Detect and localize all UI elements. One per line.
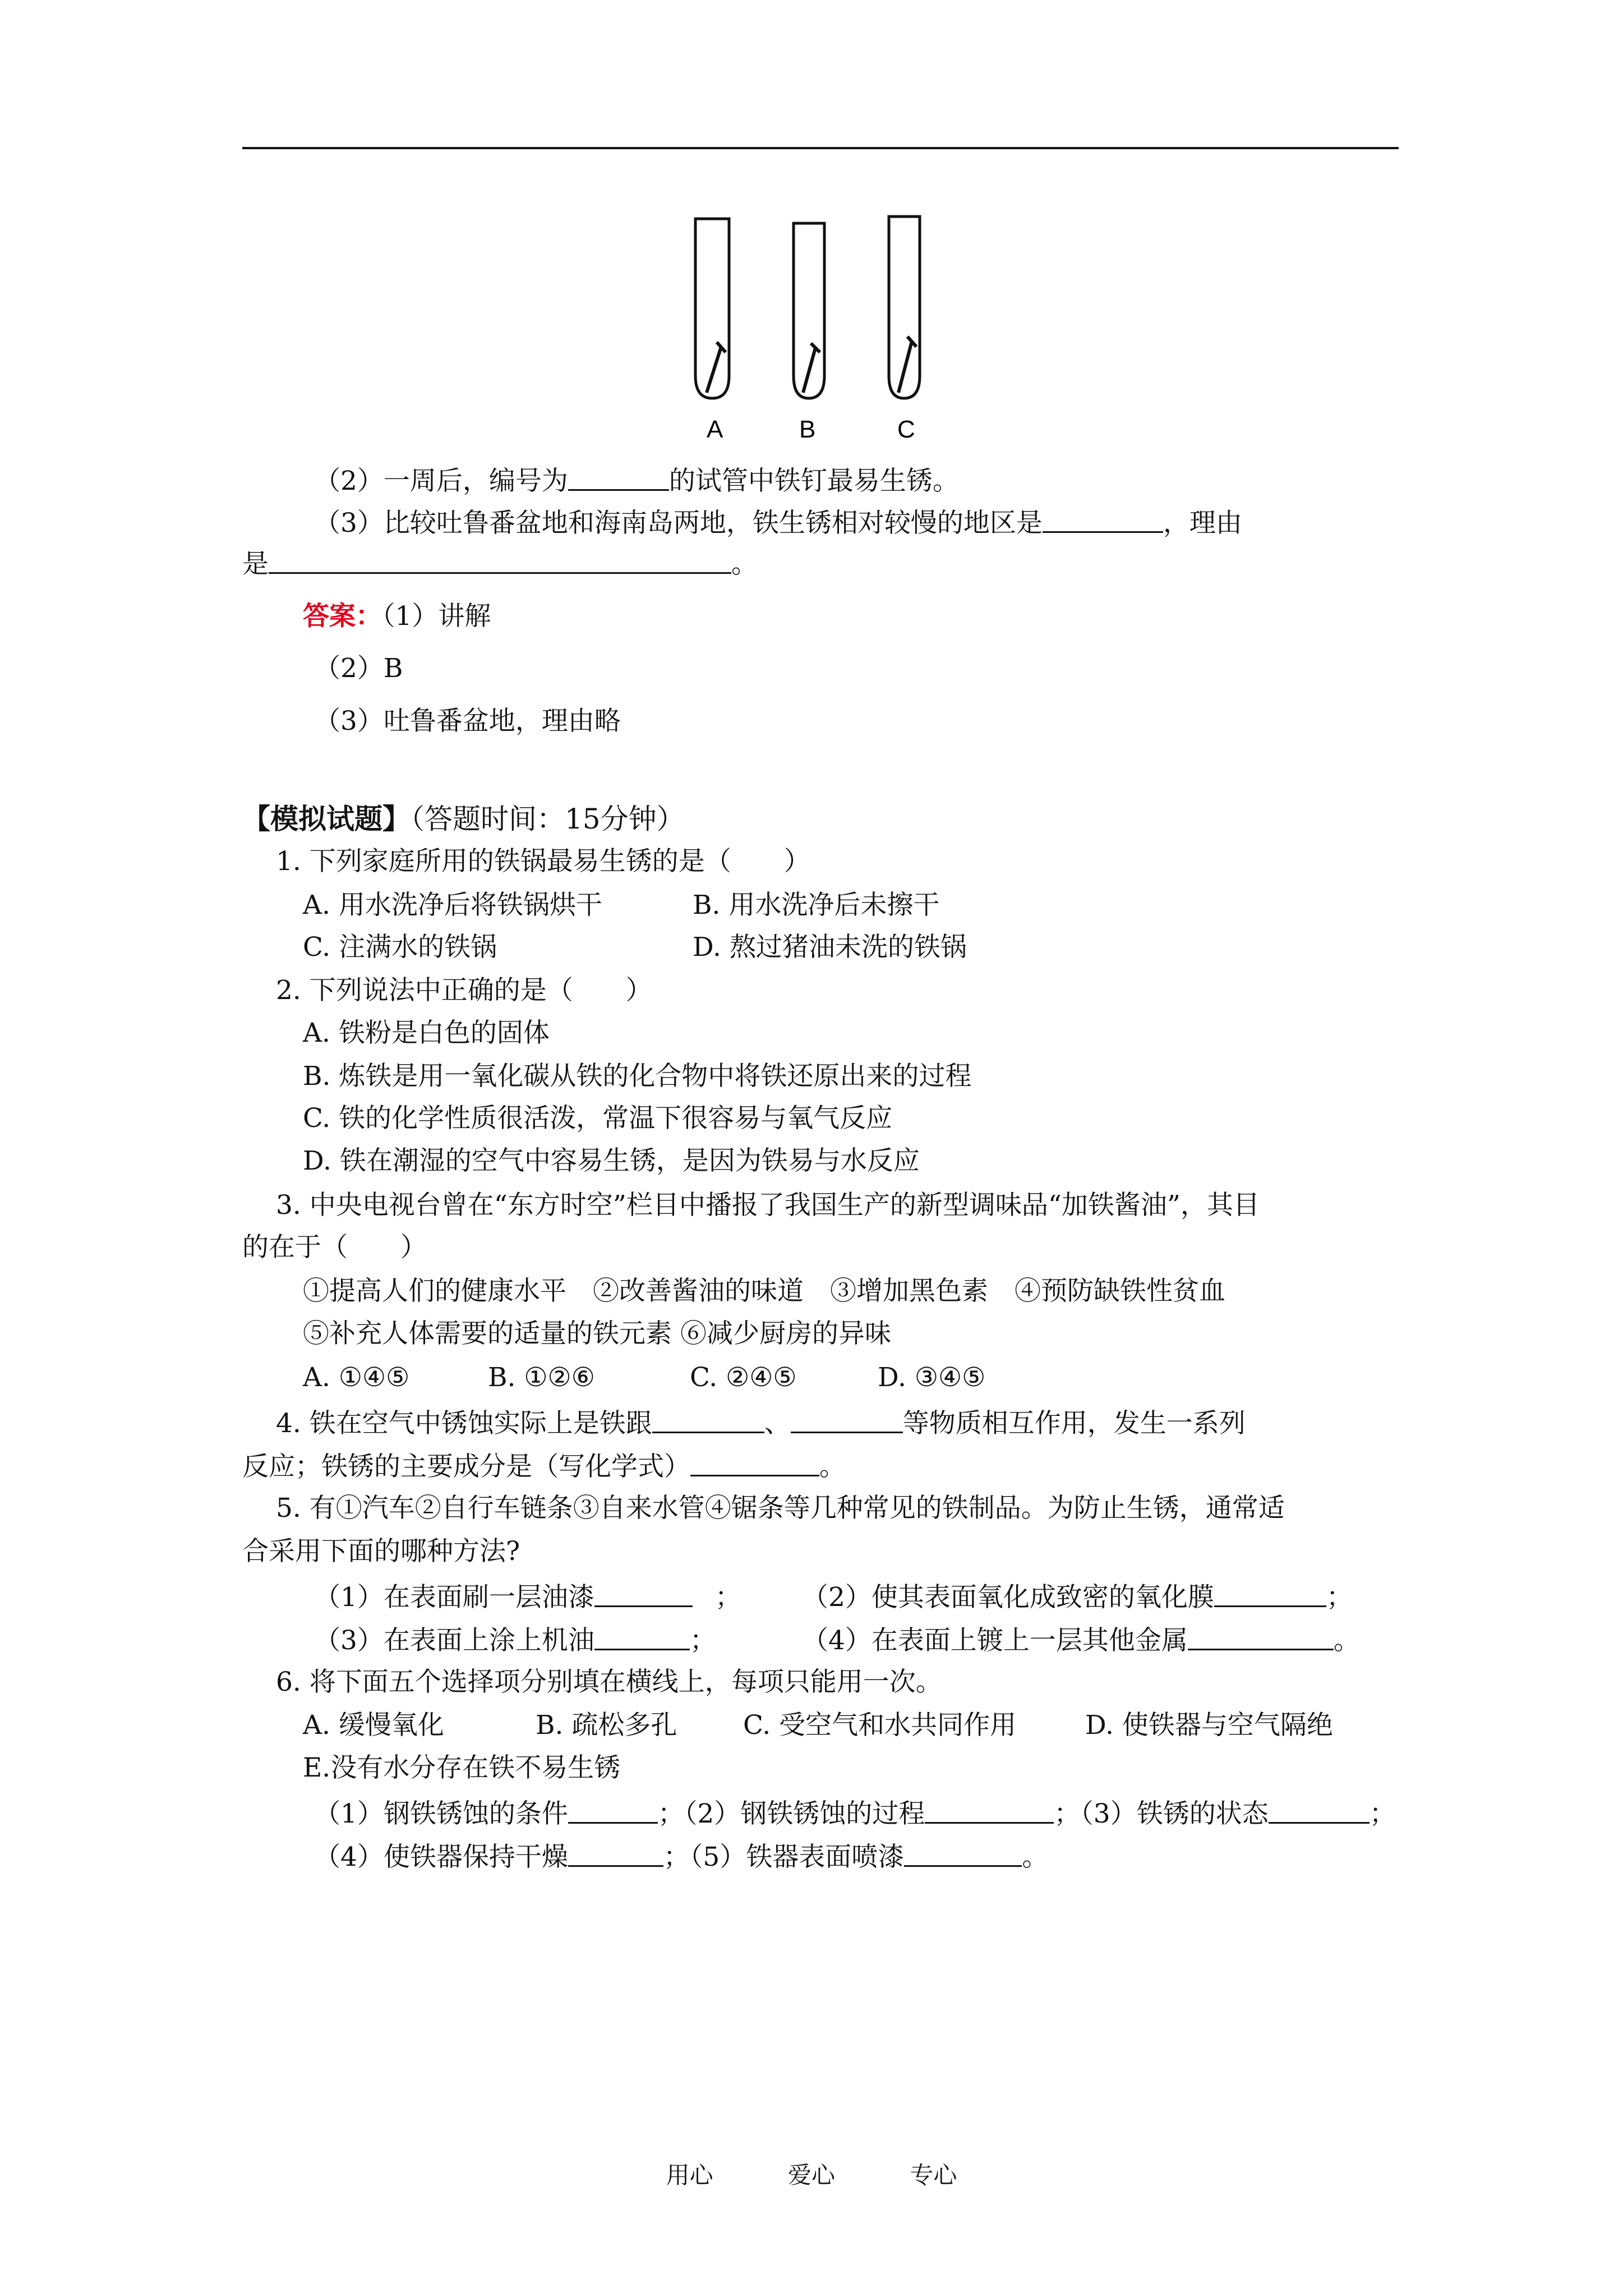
answer-blank[interactable] — [568, 1842, 663, 1867]
q3-stem-1: 3. 中央电视台曾在“东方时空”栏目中播报了我国生产的新型调味品“加铁酱油”，其目 — [276, 1190, 1260, 1221]
q6-fill-line-2: （4）使铁器保持干燥 ；（5）铁器表面喷漆 。 — [314, 1841, 1049, 1872]
prev-q3-line-1: （3）比较吐鲁番盆地和海南岛两地，铁生锈相对较慢的地区是 ，理由 — [314, 507, 1242, 539]
q1-option-b[interactable]: B. 用水洗净后未擦干 — [693, 890, 940, 921]
q5-option-3: （3）在表面上涂上机油 ； — [314, 1625, 716, 1656]
answer-blank[interactable] — [690, 1451, 819, 1476]
answer-blank[interactable] — [269, 549, 731, 574]
q1-stem: 1. 下列家庭所用的铁锅最易生锈的是（ ） — [276, 846, 810, 877]
q5-stem-2: 合采用下面的哪种方法? — [242, 1536, 520, 1567]
q2-option-d[interactable]: D. 铁在潮湿的空气中容易生锈，是因为铁易与水反应 — [303, 1145, 920, 1176]
q2-option-c[interactable]: C. 铁的化学性质很活泼，常温下很容易与氧气反应 — [303, 1103, 893, 1134]
q3-items-1: ①提高人们的健康水平 ②改善酱油的味道 ③增加黑色素 ④预防缺铁性贫血 — [303, 1276, 1225, 1306]
answer-line-3: （3）吐鲁番盆地，理由略 — [314, 706, 621, 737]
prev-q2-line: （2）一周后，编号为 的试管中铁钉最易生锈。 — [314, 465, 959, 496]
q3-option-d[interactable]: D. ③④⑤ — [878, 1362, 986, 1393]
q1-option-d[interactable]: D. 熬过猪油未洗的铁锅 — [693, 932, 967, 963]
answer-line-1: 答案：（1）讲解 — [303, 601, 491, 632]
q3-option-c[interactable]: C. ②④⑤ — [690, 1362, 797, 1393]
q1-option-a[interactable]: A. 用水洗净后将铁锅烘干 — [303, 890, 602, 921]
answer-blank[interactable] — [594, 1582, 693, 1607]
answer-blank[interactable] — [925, 1798, 1054, 1824]
figure-label-b: B — [799, 416, 816, 443]
footer-text-2: 爱心 — [787, 2161, 835, 2189]
q3-option-a[interactable]: A. ①④⑤ — [303, 1362, 410, 1393]
answer-blank[interactable] — [904, 1842, 1022, 1867]
header-rule — [242, 147, 1399, 149]
q3-items-2: ⑤补充人体需要的适量的铁元素 ⑥减少厨房的异味 — [303, 1318, 891, 1349]
q4-line-2: 反应；铁锈的主要成分是（写化学式） 。 — [242, 1451, 846, 1482]
answer-blank[interactable] — [791, 1408, 903, 1433]
test-tube-b — [794, 223, 824, 398]
q3-stem-2: 的在于（ ） — [242, 1232, 427, 1263]
footer-text-3: 专心 — [910, 2161, 957, 2189]
q5-stem-1: 5. 有①汽车②自行车链条③自来水管④锯条等几种常见的铁制品。为防止生锈，通常适 — [276, 1493, 1285, 1524]
answer-blank[interactable] — [594, 1625, 690, 1650]
q1-option-c[interactable]: C. 注满水的铁锅 — [303, 932, 497, 963]
q6-stem: 6. 将下面五个选择项分别填在横线上，每项只能用一次。 — [276, 1667, 942, 1697]
q2-stem: 2. 下列说法中正确的是（ ） — [276, 975, 652, 1006]
q2-option-a[interactable]: A. 铁粉是白色的固体 — [303, 1018, 550, 1048]
q6-choice-e: E.没有水分存在铁不易生锈 — [303, 1752, 621, 1783]
q3-option-b[interactable]: B. ①②⑥ — [488, 1362, 595, 1393]
section-heading: 【模拟试题】（答题时间：15分钟） — [242, 802, 685, 835]
q5-option-2: （2）使其表面氧化成致密的氧化膜 ； — [802, 1581, 1353, 1613]
figure-label-a: A — [707, 416, 723, 443]
q6-choice-b: B. 疏松多孔 — [536, 1710, 677, 1741]
test-tube-a — [695, 219, 729, 398]
q6-choice-a: A. 缓慢氧化 — [303, 1710, 444, 1741]
test-tube-c — [889, 217, 920, 398]
test-tube-figure — [684, 208, 965, 449]
footer-text-1: 用心 — [666, 2161, 713, 2189]
page-footer — [0, 2157, 1623, 2191]
q5-option-1: （1）在表面刷一层油漆 ； — [314, 1581, 741, 1613]
answer-blank[interactable] — [1188, 1625, 1334, 1650]
answer-blank[interactable] — [1269, 1798, 1370, 1824]
prev-q3-line-2: 是 。 — [242, 548, 758, 579]
q6-choice-d: D. 使铁器与空气隔绝 — [1085, 1710, 1333, 1741]
answer-label: 答案： — [303, 601, 382, 632]
q2-option-b[interactable]: B. 炼铁是用一氧化碳从铁的化合物中将铁还原出来的过程 — [303, 1061, 972, 1092]
answer-blank[interactable] — [568, 1798, 658, 1824]
answer-blank[interactable] — [1043, 508, 1163, 533]
q4-line-1: 4. 铁在空气中锈蚀实际上是铁跟 、 等物质相互作用，发生一系列 — [276, 1407, 1246, 1439]
answer-blank[interactable] — [568, 466, 669, 491]
answer-blank[interactable] — [1214, 1582, 1326, 1607]
q5-option-4: （4）在表面上镀上一层其他金属 。 — [802, 1625, 1360, 1656]
answer-line-2: （2）B — [314, 653, 403, 684]
q6-fill-line-1: （1）钢铁锈蚀的条件 ；（2）钢铁锈蚀的过程 ；（3）铁锈的状态 ； — [314, 1798, 1396, 1829]
figure-label-c: C — [897, 416, 915, 443]
answer-blank[interactable] — [652, 1408, 764, 1433]
q6-choice-c: C. 受空气和水共同作用 — [743, 1710, 1017, 1741]
